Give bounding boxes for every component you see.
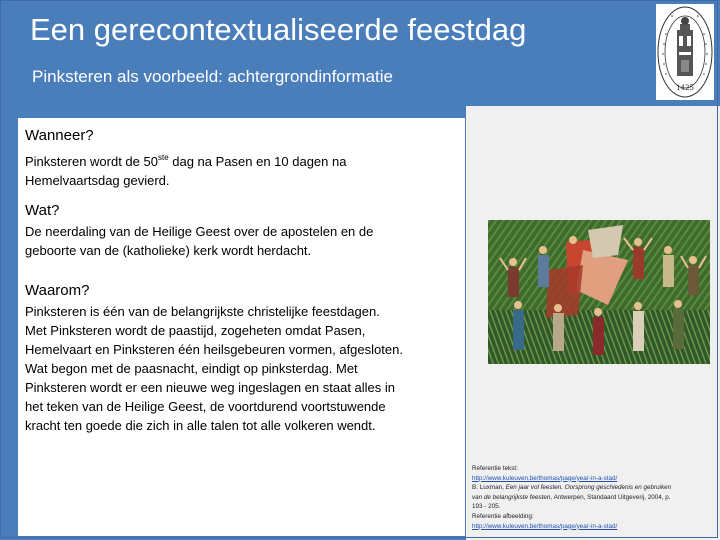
heading-waarom: Waarom?	[25, 282, 90, 299]
heading-wat: Wat?	[25, 202, 60, 219]
heading-wanneer: Wanneer?	[25, 127, 94, 144]
reference-text-label: Referentie tekst:	[472, 465, 518, 472]
reference-text-link[interactable]: http://www.kuleuven.be/thomas/page/year-in-a-stad/	[472, 474, 618, 482]
paragraph-wanneer: Pinksteren wordt de 50ste dag na Pasen en 10 dagen na Hemelvaartsdag gevierd.	[25, 153, 347, 188]
reference-citation-line2: van de belangrijkste feesten, Antwerpen, Standaard Uitgeverij, 2004, p.	[472, 493, 671, 501]
reference-image-label: Referentie afbeelding:	[472, 512, 534, 520]
reference-image-link[interactable]: http://www.kuleuven.be/thomas/page/year-in-a-stad/	[472, 522, 618, 530]
paragraph-waarom: Pinksteren is één van de belangrijkste christelijke feestdagen. Met Pinksteren wordt de paastijd, zogeheten omdat Pasen, Hemelvaart en Pinksteren één heilsgebeuren vormen, afgesloten. Wat begon met de paasnacht, eindigt op pinksterdag. Met Pinksteren wordt er een nieuwe weg ingeslagen en staat alles in het teken van de Heilige Geest, de voortdurend voortstuwende kracht ten goede die zich in alle talen tot alle volkeren wendt.	[25, 304, 403, 433]
slide-title: Een gerecontextualiseerde feestdag	[30, 12, 527, 47]
reference-citation-pages: 193 - 205.	[472, 503, 501, 511]
paragraph-wat: De neerdaling van de Heilige Geest over de apostelen en de geboorte van de (katholieke) kerk wordt herdacht.	[25, 224, 374, 258]
reference-citation-line1: B. Luxman, Een jaar vol feesten. Oorsprong geschiedenis en gebruiken	[472, 484, 672, 492]
slide-subtitle: Pinksteren als voorbeeld: achtergrondinformatie	[32, 67, 393, 86]
svg-text:1425: 1425	[676, 84, 694, 92]
